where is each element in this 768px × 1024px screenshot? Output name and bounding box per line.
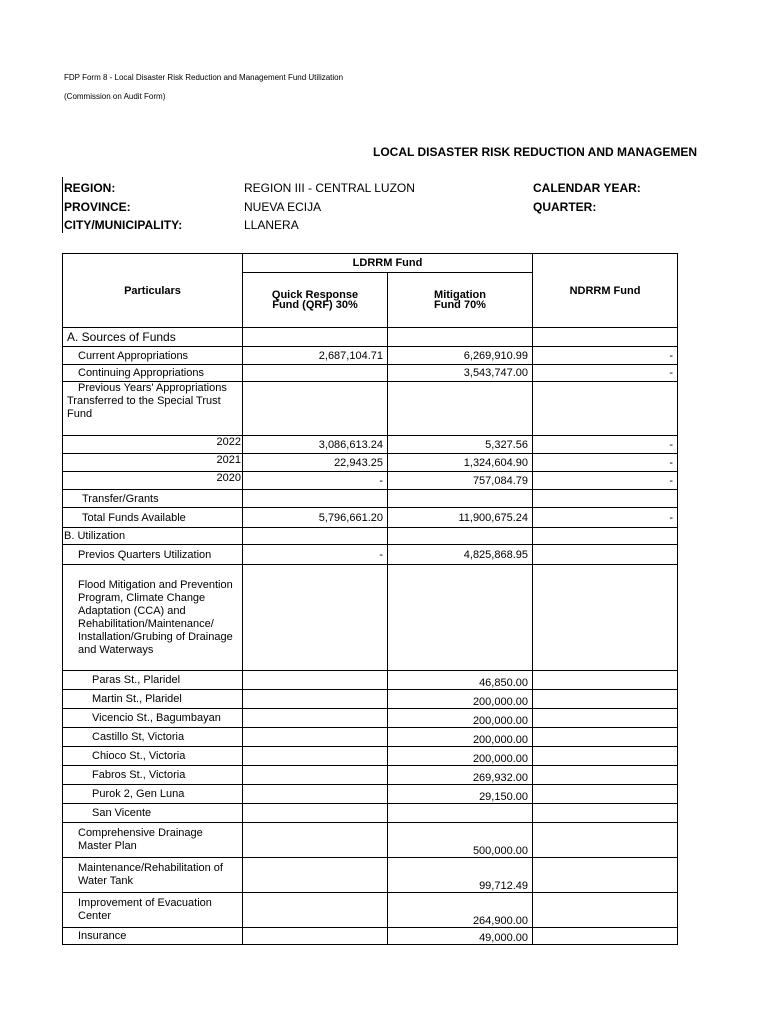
current-ndrrm: -: [533, 347, 678, 365]
table-row: [63, 328, 678, 347]
continuing-ndrrm: -: [533, 365, 678, 382]
transfer-grants-label: Transfer/Grants: [63, 490, 243, 508]
header-ldrrm-fund: LDRRM Fund: [243, 254, 533, 273]
table-row: [63, 747, 678, 766]
table-row: [63, 490, 678, 508]
form-line-2: (Commission on Audit Form): [64, 92, 166, 101]
y2021-mitigation: 1,324,604.90: [388, 454, 533, 472]
table-row: [63, 690, 678, 709]
table-row: [63, 528, 678, 545]
table-row: [63, 785, 678, 804]
table-row: [63, 766, 678, 785]
project-mitigation: 49,000.00: [388, 928, 533, 945]
region-label: REGION:: [64, 181, 116, 195]
province-label: PROVINCE:: [64, 200, 131, 214]
table-row: [63, 709, 678, 728]
table-row: [63, 858, 678, 893]
city-label: CITY/MUNICIPALITY:: [64, 218, 183, 232]
street-mitigation: 269,932.00: [388, 766, 533, 785]
street-mitigation: [388, 804, 533, 823]
y2022-qrf: 3,086,613.24: [243, 436, 388, 454]
fund-utilization-table: [62, 253, 678, 945]
y2020-mitigation: 757,084.79: [388, 472, 533, 490]
project-label: Insurance: [63, 928, 243, 945]
street-label: Vicencio St., Bagumbayan: [63, 709, 243, 728]
header-particulars: Particulars: [63, 254, 243, 328]
street-mitigation: 29,150.00: [388, 785, 533, 804]
street-label: San Vicente: [63, 804, 243, 823]
table-row: [63, 454, 678, 472]
continuing-appropriations-label: Continuing Appropriations: [63, 365, 243, 382]
quarter-label: QUARTER:: [533, 200, 597, 214]
prev-quarters-qrf: -: [243, 545, 388, 565]
table-row: [63, 565, 678, 671]
year-2021: 2021: [63, 454, 243, 472]
year-2022: 2022: [63, 436, 243, 454]
table-row: [63, 347, 678, 365]
table-row: [63, 823, 678, 858]
y2021-qrf: 22,943.25: [243, 454, 388, 472]
province-value: NUEVA ECIJA: [244, 200, 322, 214]
form-line-1: FDP Form 8 - Local Disaster Risk Reduction and Management Fund Utilization: [64, 73, 344, 82]
city-value: LLANERA: [244, 218, 299, 232]
street-label: Chioco St., Victoria: [63, 747, 243, 766]
total-mitigation: 11,900,675.24: [388, 508, 533, 528]
flood-mitigation-label: Flood Mitigation and Prevention Program, Climate Change Adaptation (CCA) and Rehabilitation/Maintenance/ Installation/Grubing of Drainage and Waterways: [63, 565, 243, 671]
street-mitigation: 46,850.00: [388, 671, 533, 690]
street-label: Fabros St., Victoria: [63, 766, 243, 785]
project-label: Improvement of Evacuation Center: [63, 893, 243, 928]
header-left-rule: [62, 177, 63, 233]
table-row: [63, 804, 678, 823]
calendar-year-label: CALENDAR YEAR:: [533, 181, 641, 195]
page-title: LOCAL DISASTER RISK REDUCTION AND MANAGEMEN: [373, 145, 698, 159]
previous-quarters-label: Previos Quarters Utilization: [63, 545, 243, 565]
table-row: [63, 671, 678, 690]
table-row: [63, 508, 678, 528]
street-mitigation: 200,000.00: [388, 709, 533, 728]
street-label: Purok 2, Gen Luna: [63, 785, 243, 804]
total-ndrrm: -: [533, 508, 678, 528]
street-label: Martin St., Plaridel: [63, 690, 243, 709]
section-sources-of-funds: A. Sources of Funds: [63, 328, 243, 347]
header-qrf: Quick Response Fund (QRF) 30%: [243, 273, 388, 328]
current-appropriations-label: Current Appropriations: [63, 347, 243, 365]
total-funds-label: Total Funds Available: [63, 508, 243, 528]
y2021-ndrrm: -: [533, 454, 678, 472]
total-qrf: 5,796,661.20: [243, 508, 388, 528]
street-label: Paras St., Plaridel: [63, 671, 243, 690]
previous-years-label: Previous Years' Appropriations Transferred to the Special Trust Fund: [63, 382, 243, 436]
current-qrf: 2,687,104.71: [243, 347, 388, 365]
table-row: [63, 436, 678, 454]
street-mitigation: 200,000.00: [388, 728, 533, 747]
current-mitigation: 6,269,910.99: [388, 347, 533, 365]
continuing-mitigation: 3,543,747.00: [388, 365, 533, 382]
y2022-mitigation: 5,327.56: [388, 436, 533, 454]
street-mitigation: 200,000.00: [388, 747, 533, 766]
project-mitigation: 264,900.00: [388, 893, 533, 928]
y2022-ndrrm: -: [533, 436, 678, 454]
table-row: [63, 728, 678, 747]
year-2020: 2020: [63, 472, 243, 490]
table-row: [63, 545, 678, 565]
table-row: [63, 472, 678, 490]
region-value: REGION III - CENTRAL LUZON: [244, 181, 415, 195]
project-mitigation: 99,712.49: [388, 858, 533, 893]
table-row: [63, 365, 678, 382]
street-label: Castillo St, Victoria: [63, 728, 243, 747]
section-utilization: B. Utilization: [63, 528, 243, 545]
street-mitigation: 200,000.00: [388, 690, 533, 709]
header-mitigation: Mitigation Fund 70%: [388, 273, 533, 328]
table-row: [63, 928, 678, 945]
project-label: Comprehensive Drainage Master Plan: [63, 823, 243, 858]
y2020-ndrrm: -: [533, 472, 678, 490]
table-row: [63, 382, 678, 436]
y2020-qrf: -: [243, 472, 388, 490]
project-label: Maintenance/Rehabilitation of Water Tank: [63, 858, 243, 893]
prev-quarters-mitigation: 4,825,868.95: [388, 545, 533, 565]
table-row: [63, 893, 678, 928]
project-mitigation: 500,000.00: [388, 823, 533, 858]
header-ndrrm-fund: NDRRM Fund: [533, 254, 678, 328]
